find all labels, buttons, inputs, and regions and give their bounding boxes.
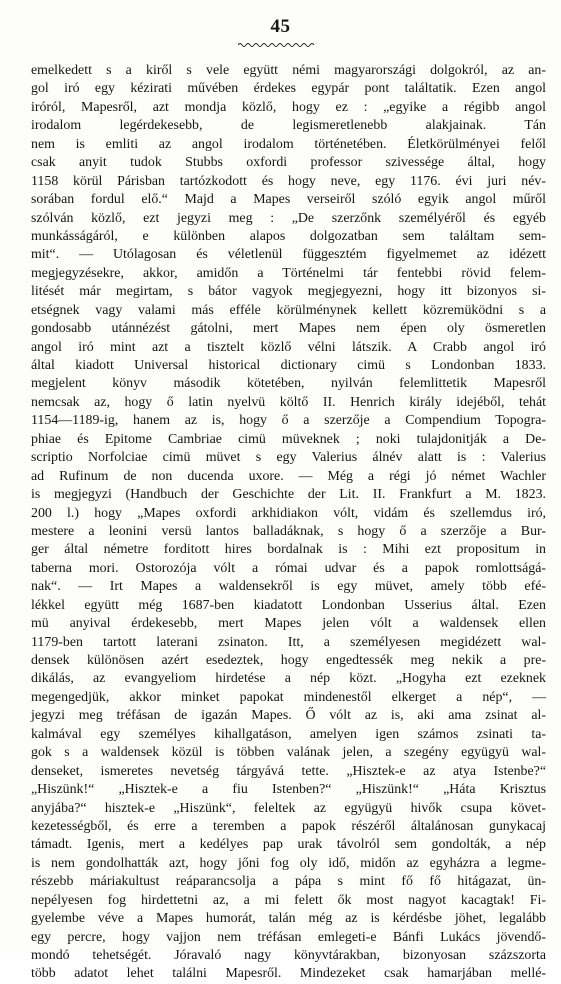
text-line: megengedjük, akkor minket papokat mindenestől elkerget a nép“, — (31, 689, 546, 705)
text-line: is nem gondolhatták azt, hogy jőni fog oly idő, midőn az egyházra a legme- (31, 855, 546, 871)
text-line: gol iró egy kézirati művében érdekes egypár pont találtatik. Ezen angol (31, 81, 546, 97)
text-line: lékkel együtt még 1687-ben kiadatott Londonban Usserius által. Ezen (31, 597, 546, 613)
text-line: kalmával egy személyes kihallgatáson, amelyen igen számos zsinati ta- (31, 726, 546, 742)
body-text (31, 62, 546, 984)
text-line: sorában fordul elő.“ Majd a Mapes verseiről szóló egyik angol műről (31, 192, 546, 208)
text-line: densek különösen azért esedeztek, hogy engedtessék meg nekik a pre- (31, 653, 546, 668)
text-line: irodalom legérdekesebb, de legismeretlenebb alakjainak. Tán (31, 118, 546, 134)
text-line: gok s a waldensek közül is többen valának jelen, a szegény együgyü wal- (31, 745, 546, 761)
text-line: gyelembe véve a Mapes humorát, talán még az is kérdésbe jöhet, legalább (31, 911, 546, 927)
text-line: megjegyzésekre, akkor, amidőn a Történelmi tár fentebbi rövid felem- (31, 265, 546, 281)
text-line: scriptio Norfolciae cimü müvet s egy Valerius álnév alatt is : Valerius (31, 450, 546, 466)
text-line: nak“. — Irt Mapes a waldensekről is egy müvet, amely több efé- (31, 579, 546, 595)
text-line: denseket, ismeretes nevetség tárgyává tette. „Hisztek-e az atya Istenbe?“ (31, 763, 546, 779)
text-line: etségnek vagy valami más efféle körülménynek kellett közremüködni s a (31, 302, 546, 318)
text-line: ad Rufinum de non ducenda uxore. — Még a régi jó német Wachler (31, 468, 546, 484)
text-line: nemcsak az, hogy ő latin nyelvü költő II. Henrich király idejéből, tehát (31, 394, 546, 410)
text-line: gondosabb utánnézést gátolni, mert Mapes nem épen oly ösmeretlen (31, 321, 546, 337)
text-line: több adatot lehet találni Mapesről. Mindezeket csak hamarjában mellé- (31, 966, 546, 982)
ornament-rule-icon (238, 42, 316, 48)
text-line: 200 l.) hogy „Mapes oxfordi arkhidiakon vólt, vidám és szellemdus iró, (31, 505, 546, 521)
text-line: dikálás, az evangyeliom hirdetése a nép közt. „Hogyha ezt ezeknek (31, 671, 546, 687)
text-line: támadt. Igenis, mert a kedélyes pap urak távolról sem gondolták, a nép (31, 837, 546, 853)
text-line: ger által németre forditott hires bordalnak is : Mihi ezt propositum in (31, 542, 546, 558)
text-line: 1158 körül Párisban tartózkodott és hogy neve, egy 1176. évi juri név- (31, 173, 546, 189)
text-line: jegyzi meg tréfásan de igazán Mapes. Ő vólt az is, aki ama zsinat al- (31, 708, 546, 724)
text-line: is megjegyzi (Handbuch der Geschichte der Lit. II. Frankfurt a M. 1823. (31, 487, 546, 503)
text-line: kezetességből, és erre a teremben a papok részéről általánosan gunykacaj (31, 818, 546, 834)
text-line: 1179-ben tartott laterani zsinaton. Itt, a személyesen megidézett wal- (31, 634, 546, 650)
text-line: litését már megirtam, s bátor vagyok megjegyezni, hogy itt bizonyos si- (31, 284, 546, 300)
text-line: iróról, Mapesről, azt mondja közlő, hogy ez : „egyike a régibb angol (31, 99, 546, 115)
page-number: 45 (270, 16, 291, 37)
text-line: 1154—1189-ig, hanem az is, hogy ő a szerzője a Compendium Topogra- (31, 413, 546, 429)
text-line: nepélyesen fog hirdettetni az, a mi felett ők most nagyot kacagtak! Fi- (31, 892, 546, 908)
text-line: mü anyival érdekesebb, mert Mapes jelen vólt a waldensek ellen (31, 616, 546, 632)
text-line: által kiadott Universal historical dictionary cimü s Londonban 1833. (31, 358, 546, 373)
text-line: mondó tehetségét. Jóravaló nagy könyvtárakban, bizonyosan százszorta (31, 948, 546, 963)
text-line: megjelent könyv második kötetében, nyilván felemlittetik Mapesről (31, 376, 546, 392)
text-line: emelkedett s a kiről s vele együtt némi magyarországi dolgokról, az an- (31, 63, 546, 78)
text-line: munkásságáról, e különben alapos dolgozatban sem találtam sem- (31, 228, 546, 244)
text-line: nem is emliti az angol irodalom történetében. Életkörülményei felől (31, 136, 546, 152)
text-line: részebb máriakultust reáparancsolja a pápa s mint fő fő hitágazat, ün- (31, 874, 546, 890)
text-line: phiae és Epitome Cambriae cimü müveknek ; noki tulajdonitják a De- (31, 431, 546, 447)
text-line: „Hiszünk!“ „Hisztek-e a fiu Istenben?“ „Hiszünk!“ „Háta Krisztus (31, 782, 546, 798)
text-line: szólván közlő, ezt jegyzi meg : „De szerzőnk személyéről és egyéb (31, 210, 546, 226)
text-line: csak anyit tudok Stubbs oxfordi professor szivessége által, hogy (31, 155, 546, 171)
text-line: mestere a leonini versü lantos balladáknak, s hogy ő a szerzője a Bur- (31, 523, 546, 539)
text-line: anyjába?“ hisztek-e „Hiszünk“, feleltek az együgyü hivők csupa követ- (31, 800, 546, 816)
text-line: taberna mori. Ostorozója vólt a római udvar és a papok romlottságá- (31, 560, 546, 576)
text-line: angol iró mint azt a tisztelt közlő vélni látszik. A Crabb angol iró (31, 339, 546, 355)
text-line: egy percre, hogy vajjon nem tréfásan emlegeti-e Bánfi Lukács jövendő- (31, 929, 546, 945)
text-line: mit“. — Utólagosan és véletlenül függesztém figyelmemet az idézett (31, 247, 546, 263)
